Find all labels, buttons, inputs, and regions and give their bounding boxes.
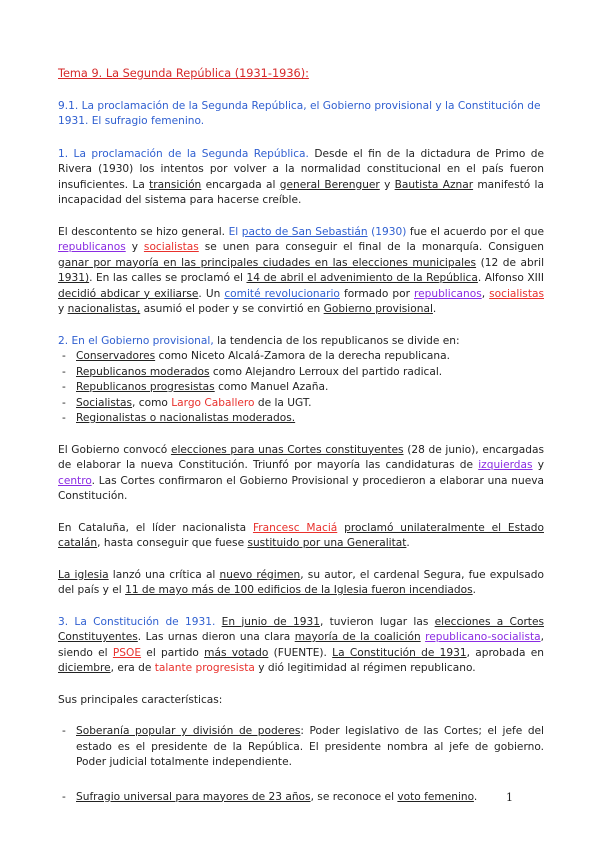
term: Republicanos progresistas xyxy=(76,381,215,393)
term-transicion: transición xyxy=(149,178,202,191)
term-year: 1931) xyxy=(58,272,90,284)
section-heading: 9.1. La proclamación de la Segunda República, el Gobierno provisional y la Constitución de 1931. El sufragio femenino. xyxy=(58,99,541,127)
term: Regionalistas o nacionalistas moderados. xyxy=(76,412,296,424)
term: Republicanos moderados xyxy=(76,365,210,378)
page-number: 1 xyxy=(506,791,513,804)
term-proclamo: proclamó unilateralmente el Estado catalán xyxy=(58,521,544,549)
term-pacto: pacto de San Sebastián xyxy=(241,225,368,238)
list-item xyxy=(58,349,544,365)
paragraph-constitucion xyxy=(58,615,544,677)
paragraph-cataluna xyxy=(58,521,544,552)
text: . xyxy=(406,537,410,549)
text: (FUENTE). xyxy=(268,646,333,659)
text: : Poder legislativo de las Cortes; el jefe del estado es el presidente de la República. El presidente nombra al jefe de gobierno. Poder judicial totalmente independiente. xyxy=(76,725,545,768)
text: el partido xyxy=(141,646,205,659)
list-item xyxy=(58,724,544,771)
text: fue el acuerdo por el que xyxy=(406,225,545,238)
text: . Las Cortes confirmaron el Gobierno Provisional y procedieron a elaborar una nueva Constitución. xyxy=(58,474,544,502)
text: y xyxy=(379,178,395,191)
term-ganar: ganar por mayoría en las principales ciudades en las elecciones municipales xyxy=(58,256,477,269)
term-constitucion: La Constitución de 1931 xyxy=(332,646,467,659)
text: , hasta conseguir que fuese xyxy=(97,537,248,549)
term-republicano-socialista: republicano-socialista xyxy=(425,631,541,643)
term-centro: centro xyxy=(58,474,92,487)
text: . xyxy=(432,303,437,315)
text: formado por xyxy=(339,287,414,300)
text: El descontento se hizo general. xyxy=(58,225,229,238)
term-gobierno: Gobierno provisional xyxy=(323,303,433,315)
term-berenguer: general Berenguer xyxy=(279,178,380,191)
tendencias-list xyxy=(58,349,544,427)
list-item xyxy=(58,396,544,412)
term-macia: Francesc Maciá xyxy=(252,521,338,534)
text: lanzó una crítica al xyxy=(108,568,220,581)
text: y xyxy=(58,303,68,315)
text: como Manuel Azaña. xyxy=(214,381,329,393)
paragraph-caracteristicas: Sus principales características: xyxy=(58,693,223,706)
paragraph-cortes xyxy=(58,443,544,505)
term: Socialistas xyxy=(76,396,133,409)
term-mas-votado: más votado xyxy=(204,646,269,659)
term-socialistas: socialistas xyxy=(143,241,199,253)
text: la tendencia de los republicanos se divide en: xyxy=(213,334,460,347)
term-junio: En junio de 1931 xyxy=(221,615,320,628)
text: En Cataluña, el líder nacionalista xyxy=(58,521,253,534)
text: , era de xyxy=(110,662,155,674)
text: . xyxy=(472,584,477,596)
text: (12 de abril xyxy=(476,256,545,269)
features-list xyxy=(58,724,544,805)
text: y xyxy=(125,241,144,253)
list-item xyxy=(58,411,544,427)
text-blue: El xyxy=(228,225,242,238)
list-item xyxy=(58,380,544,396)
term-decidio: decidió abdicar y exiliarse xyxy=(58,287,199,300)
heading-gobierno: 2. En el Gobierno provisional, xyxy=(58,334,214,347)
text: . Alfonso XIII xyxy=(477,272,544,284)
term-socialistas: socialistas xyxy=(489,287,544,300)
term-regimen: nuevo régimen xyxy=(219,568,301,581)
text: . Un xyxy=(198,287,225,300)
text: se unen para conseguir el final de la monarquía. Consiguen xyxy=(198,241,544,253)
paragraph-gobierno-provisional xyxy=(58,334,544,350)
term-republicanos: republicanos xyxy=(58,241,126,253)
term-diciembre: diciembre xyxy=(58,662,111,674)
term-republicanos: republicanos xyxy=(414,287,482,300)
term-abril: 14 de abril el advenimiento de la República xyxy=(246,272,478,284)
term-izquierdas: izquierdas xyxy=(478,459,533,471)
text: como Alejandro Lerroux del partido radical. xyxy=(209,365,443,378)
list-item xyxy=(58,365,544,381)
text: El Gobierno convocó xyxy=(58,443,171,456)
text: , como xyxy=(132,396,172,409)
text: como Niceto Alcalá-Zamora de la derecha republicana. xyxy=(155,350,450,362)
term-nacionalistas: nacionalistas, xyxy=(67,303,141,315)
text: y xyxy=(532,459,544,471)
text: Desde el fin de la dictadura de Primo de Rivera (1930) los intentos por volver a la normalidad constitucional en el país fueron insuficientes. La xyxy=(58,147,544,191)
term-mayoria: mayoría de la coalición xyxy=(294,631,421,643)
text: , su autor, el cardenal Segura, fue expulsado del país y el xyxy=(58,568,544,596)
heading-constitucion: 3. La Constitución de 1931. xyxy=(58,615,216,628)
text: , xyxy=(481,287,490,300)
text: y dió legitimidad al régimen republicano. xyxy=(254,662,476,674)
term-mayo: 11 de mayo más de 100 edificios de la Iglesia fueron incendiados xyxy=(125,584,473,596)
term-comite: comité revolucionario xyxy=(224,287,340,300)
text: encargada al xyxy=(201,178,280,191)
term-largo-caballero: Largo Caballero xyxy=(171,396,255,409)
term: Conservadores xyxy=(76,350,156,362)
paragraph-iglesia xyxy=(58,568,544,599)
paragraph-descontento xyxy=(58,225,544,318)
text: . En las calles se proclamó el xyxy=(89,272,247,284)
text: (28 de junio), encargadas de elaborar la nueva Constitución. Triunfó por mayoría las candidaturas de xyxy=(58,443,544,471)
term-talante: talante progresista xyxy=(154,662,255,674)
paragraph-proclamation xyxy=(58,147,544,209)
heading-proclamation: 1. La proclamación de la Segunda República. xyxy=(58,147,309,160)
term-soberania: Soberanía popular y división de poderes xyxy=(76,725,301,737)
text: , aprobada en xyxy=(466,646,544,659)
text: . xyxy=(473,790,478,803)
term-elecciones: elecciones para unas Cortes constituyentes xyxy=(170,443,404,456)
text: , tuvieron lugar las xyxy=(319,615,435,628)
text: . Las urnas dieron una clara xyxy=(137,631,295,643)
text-blue: (1930) xyxy=(367,225,407,238)
term-psoe: PSOE xyxy=(112,646,142,659)
document-page xyxy=(58,66,544,824)
term-aznar: Bautista Aznar xyxy=(394,178,474,191)
term-sufragio: Sufragio universal para mayores de 23 años xyxy=(76,790,311,803)
document-title: Tema 9. La Segunda República (1931-1936): xyxy=(58,67,309,80)
text: de la UGT. xyxy=(254,396,312,409)
text: asumió el poder y se convirtió en xyxy=(140,303,324,315)
text: , siendo el xyxy=(58,631,544,659)
term-iglesia: La iglesia xyxy=(58,568,109,581)
term-elecciones-cortes: elecciones a Cortes Constituyentes xyxy=(58,615,544,643)
text: manifestó la incapacidad del sistema para hacerse creíble. xyxy=(58,178,544,206)
list-item xyxy=(58,790,544,806)
text: , se reconoce el xyxy=(310,790,398,803)
term-sustituido: sustituido por una Generalitat xyxy=(247,537,407,549)
term-voto-femenino: voto femenino xyxy=(397,790,474,803)
